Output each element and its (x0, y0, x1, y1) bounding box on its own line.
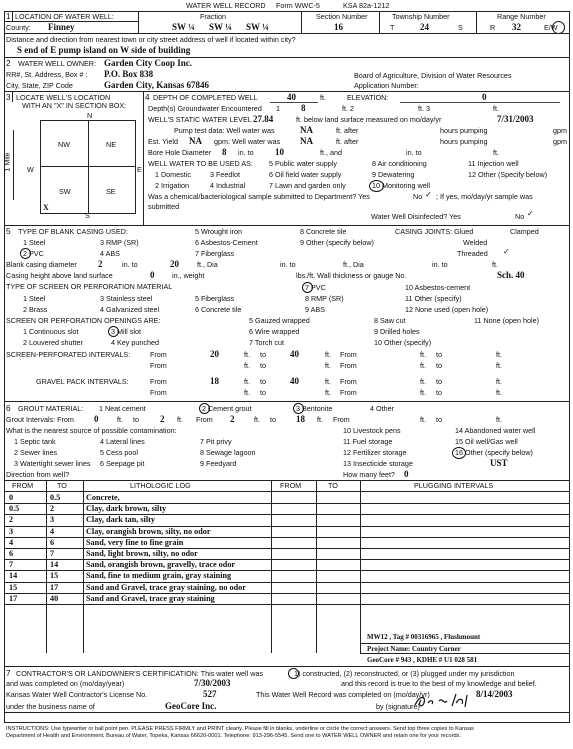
contam-other-circle (452, 447, 466, 459)
fraction-label: Fraction (200, 12, 226, 21)
lith-description-cell[interactable]: Concrete, (86, 493, 120, 502)
range-value[interactable]: 32 (512, 22, 521, 32)
address-label: RR#, St. Address, Box # : (6, 70, 88, 79)
table-row (9, 560, 271, 570)
se-quadrant: SE (106, 187, 116, 196)
spi-1-from[interactable]: 20 (210, 349, 219, 359)
depth-value[interactable]: 40 (287, 92, 296, 102)
board-label: Board of Agriculture, Division of Water Resources (354, 71, 512, 80)
lith-to-cell[interactable]: 17 (50, 582, 59, 592)
water-well-record-form: WATER WELL RECORD Form WWC-5 KSA 82a-1212 1 LOCATION OF WATER WELL: County: Finney Fraction SW ¼ SW ¼ SW ¼ Section Number 16 Township Number T 24 S Range Number R 32 E/W Distance and direction from nearest town or city street address of well if located within city? S end of E pump island on W side of building 2 WATER WELL OWNER: Garden City Coop Inc. RR#, St. Address, Box # : P.O. Box 838 City, State, ZIP Code Garden City, Kansas 67846 Board of Agriculture, Division of Water Resources Application Number: 3 LOCATE WELL'S LOCATION WITH AN "X" IN SECTION BOX: N W E S 1 Mile NW NE SW SE X 4 DEPTH OF COMPLETED WELL 40 ft. ELEVATION: 0 Depth(s) Groundwater Encountered 1 8 ft. 2 ft. 3 ft. WELL'S STATIC WATER LEVEL 27.84 ft. below land surface measured on mo/day/yr 7/31/2003 Pump test data: Well water was NA ft. after hours pumping gpm Est. Yield NA gpm: Well water was NA ft. after hours pumping gpm Bore Hole Diameter 8 in. to 10 ft., and in. to ft. WELL WATER TO BE USED AS: 5 Public water supply 8 Air conditioning 11 Injection well 1 Domestic 3 Feedlot 6 Oil field water supply 9 Dewatering 12 Other (Specify below) 2 Irrigation 4 Industrial 7 Lawn and garden only 10 Monitoring well Was a chemical/bacteriological sample submitted to Department? Yes No ✓ ; If yes, mo/day/yr sample was submitted Water Well Disinfected? Yes No ✓ 5 TYPE OF BLANK CASING USED: 1 Steel 2 PVC 3 RMP (SR) 4 ABS 5 Wrought iron 6 Asbestos-Cement 7 Fiberglass 8 Concrete tile 9 Other (specify below) CASING JOINTS: Glued Clamped Welded Threaded ✓ Blank casing diameter 2 in. to 20 ft., Dia in. to ft., Dia in. to ft. Casing height above land surface 0 in., weight lbs./ft. Wall thickness or gauge No. Sch. 40 TYPE OF SCREEN OR PERFORATION MATERIAL 1 Steel 2 Brass 3 Stainless steel 4 Galvanized steel 5 Fiberglass 6 Concrete tile 7 PVC 8 RMP (SR) 9 ABS 10 Asbestos-cement 11 Other (specify) 12 None used (open hole) SCREEN OR PERFORATION OPENINGS ARE: 1 Continuous slot 2 Louvered shutter 3 Mill slot 4 Key punched 5 Gauzed wrapped 6 Wire wrapped 7 Torch cut 8 Saw cut 9 Drilled holes 10 Other (specify) 11 None (open hole) SCREEN-PERFORATED INTERVALS: From 20 ft. to 40 ft. From ft. to ft. From ft. to ft. From ft. to ft. GRAVEL PACK INTERVALS: From 18 ft. to 40 ft. From ft. to ft. From ft. to ft. From ft. to ft. 6 GROUT MATERIAL: 1 Neat cement 2 Cement grout 3 Bentonite 4 Other Grout Intervals: From 0 ft. to 2 ft. From 2 ft. to 18 ft. From ft. to ft. What is the nearest source of possible contamination: 1 Septic tank 2 Sewer lines 3 Watertight sewer lines 4 Lateral lines 5 Cess pool 6 Seepage pit 7 Pit privy 8 Sewage lagoon 9 Feedyard 10 Livestock pens 11 Fuel storage 12 Fertilizer storage 13 Insecticide storage 14 Abandoned water well 15 Oil well/Gas well 16 Other (specify below) UST Direction from well? How many feet? 0 FROM TO LITHOLOGIC LOG FROM TO PLUGGING INTERVALS 0 0.5 Concrete, 0.5 2 Clay, dark brown, silty 2 3 Clay, dark tan, silty 3 4 Clay, orangish brown, silty, no odor 4 6 Sand, very fine to fine grain 6 7 Sand, light brown, silty, no odor 7 14 Sand, orangish brown, gravelly, trace odor 14 15 Sand, fine to medium grain, gray staining 15 17 Sand and Gravel, trace gray staining, no odor 17 40 Sand and Gravel, trace gray staining MW12 , Tag # 00316965 , Flushmount Project Name: Country Corner GeoCore # 943 , KDHE # U1 028 581 7 CONTRACTOR'S OR LANDOWNER'S CERTIFICATION: This water well was 1) constructed, (2) reconstructed, or (3) plugged under my jurisdiction and was completed on (mo/day/year) 7/30/2003 and this record is true to the best of my knowledge and belief. Kansas Water Well Contractor's License No. 527 This Water Well Record was completed on (mo/day/yr) 8/14/2003 under the business name of GeoCore Inc. by (signature) INSTRUCTIONS: Use typewriter or ball point pen. PLEASE PRESS FIRMLY and PRINT clearly. Please fill in blanks, underline or circle the correct answers. Send top three copies to Kansas Department of Health and Environment, Bureau of Water, Topeka, Kansas 66620-0001. Telephone: 913-296-5545. Send one to WATER WELL OWNER and retain one for your records. (0, 0, 573, 749)
lith-from-cell[interactable]: 2 (9, 515, 14, 525)
note-project: Project Name: Country Corner (367, 645, 461, 653)
use-lawn[interactable]: 7 Lawn and garden only (269, 181, 346, 190)
casing-pvc-circle (20, 248, 31, 259)
pump-test-label: Pump test data: Well water was (174, 126, 275, 135)
gp-1-from[interactable]: 18 (210, 376, 219, 386)
grout-bentonite[interactable]: 3 Bentonite (296, 404, 333, 413)
static-label: WELL'S STATIC WATER LEVEL (148, 115, 252, 124)
township-s: S (458, 23, 463, 32)
threaded-check: ✓ (503, 247, 510, 256)
certification-label: CONTRACTOR'S OR LANDOWNER'S CERTIFICATION: This water well was (16, 669, 264, 678)
contamination-label: What is the nearest source of possible contamination: (6, 426, 177, 435)
gi-2-to[interactable]: 18 (296, 414, 305, 424)
lith-to-cell[interactable]: 40 (50, 593, 59, 603)
est-yield-label: Est. Yield (148, 137, 178, 146)
screen-pvc[interactable]: 7 PVC (305, 283, 326, 292)
signature[interactable] (412, 691, 478, 711)
lith-description-cell[interactable]: Sand, orangish brown, gravelly, trace odor (86, 560, 236, 570)
table-row (9, 583, 271, 593)
section-7-number: 7 (6, 669, 11, 678)
lith-description-cell[interactable]: Sand and Gravel, trace gray staining, no odor (86, 582, 246, 592)
use-dewatering[interactable]: 9 Dewatering (372, 170, 415, 179)
use-domestic[interactable]: 1 Domestic (155, 170, 191, 179)
locate-label: LOCATE WELL'S LOCATION (16, 93, 111, 102)
fraction-1[interactable]: SW ¼ (172, 22, 195, 32)
use-monitoring[interactable]: 10 Monitoring well (372, 181, 430, 190)
lith-from-cell[interactable]: 15 (9, 582, 18, 592)
use-other[interactable]: 12 Other (Specify below) (468, 170, 548, 179)
spi-1-to[interactable]: 40 (290, 349, 299, 359)
lith-from-cell[interactable]: 3 (9, 526, 14, 536)
constructed-circle (288, 668, 299, 679)
gi-1-to[interactable]: 2 (160, 414, 165, 424)
fraction-3[interactable]: SW ¼ (246, 22, 269, 32)
grout-cement-circle (199, 403, 210, 414)
groundwater-1[interactable]: 8 (301, 103, 306, 113)
disinfected-label: Water Well Disinfected? Yes (371, 212, 461, 221)
openings-label: SCREEN OR PERFORATION OPENINGS ARE: (6, 316, 161, 325)
section-3-number: 3 (6, 93, 11, 102)
owner-label: WATER WELL OWNER: (18, 59, 96, 68)
lith-to-cell[interactable]: 7 (50, 549, 55, 558)
chem-no-check: ✓ (425, 190, 432, 199)
form-title: WATER WELL RECORD (186, 1, 266, 10)
city-value[interactable]: Garden City, Kansas 67846 (104, 80, 210, 90)
lith-to-header: TO (57, 481, 67, 490)
wall-thickness-value[interactable]: Sch. 40 (497, 270, 525, 280)
lith-to-cell[interactable]: 15 (50, 571, 59, 581)
section-1-number: 1 (6, 12, 11, 21)
application-number-label: Application Number: (354, 81, 419, 90)
lith-from-cell[interactable]: 0.5 (9, 504, 20, 514)
gi-2-from[interactable]: 2 (230, 414, 235, 424)
threaded-label[interactable]: Threaded (457, 249, 488, 258)
howmany-label: How many feet? (343, 470, 395, 479)
pump-test-value[interactable]: NA (300, 125, 313, 135)
static-value[interactable]: 27.84 (253, 114, 274, 124)
blank-dia-label: Blank casing diameter (6, 260, 77, 269)
table-row (9, 571, 271, 581)
lith-to-cell[interactable]: 4 (50, 526, 55, 536)
license-value[interactable]: 527 (203, 689, 217, 699)
business-value[interactable]: GeoCore Inc. (165, 701, 217, 711)
openings-mill-slot[interactable]: 3 Mill slot (111, 327, 141, 336)
lith-description-cell[interactable]: Clay, dark tan, silty (86, 515, 155, 525)
elevation-label: ELEVATION: (347, 93, 389, 102)
ksa-number: KSA 82a-1212 (343, 1, 390, 10)
plug-to-header: TO (328, 481, 338, 490)
est-yield-value[interactable]: NA (189, 136, 202, 146)
monitoring-circle (369, 180, 384, 192)
table-row (9, 549, 271, 559)
record-date[interactable]: 8/14/2003 (476, 689, 513, 699)
lith-from-cell[interactable]: 6 (9, 549, 14, 558)
lith-to-cell[interactable]: 14 (50, 560, 59, 570)
lith-description-cell[interactable]: Sand and Gravel, trace gray staining (86, 593, 215, 603)
range-label: Range Number (497, 12, 546, 21)
location-label: LOCATION OF WATER WELL: (15, 12, 114, 21)
howmany-value[interactable]: 0 (404, 469, 409, 479)
lith-from-cell[interactable]: 14 (9, 571, 18, 581)
distance-label: Distance and direction from nearest town or city street address of well if located within city? (6, 35, 296, 44)
casing-label: TYPE OF BLANK CASING USED: (18, 227, 128, 236)
business-label: under the business name of (6, 702, 95, 711)
table-row (9, 527, 271, 537)
city-label: City, State, ZIP Code (6, 81, 73, 90)
county-value[interactable]: Finney (48, 22, 75, 32)
section-6-number: 6 (6, 404, 11, 413)
bore-label: Bore Hole Diameter (148, 148, 212, 157)
lith-description-cell[interactable]: Sand, light brown, silty, no odor (86, 549, 198, 558)
lith-from-cell[interactable]: 17 (9, 593, 18, 603)
mile-label: 1 Mile (2, 152, 12, 172)
lith-to-cell[interactable]: 6 (50, 537, 55, 547)
section-number-value[interactable]: 16 (334, 22, 343, 32)
blank-dia-value[interactable]: 2 (98, 259, 103, 269)
disinfected-no-check: ✓ (527, 209, 534, 218)
plugging-header: PLUGGING INTERVALS (414, 481, 494, 490)
lith-to-cell[interactable]: 0.5 (50, 493, 61, 502)
screen-pvc-circle (302, 282, 313, 293)
table-row (9, 504, 271, 514)
township-label: Township Number (392, 12, 450, 21)
license-label: Kansas Water Well Contractor's License No. (6, 690, 148, 699)
plug-from-header: FROM (280, 481, 302, 490)
depth-ft: ft. (320, 93, 326, 102)
completed-date[interactable]: 7/30/2003 (194, 678, 231, 688)
note-mw12: MW12 , Tag # 00316965 , Flushmount (367, 633, 481, 641)
address-value[interactable]: P.O. Box 838 (104, 69, 154, 79)
grout-intervals-label: Grout Intervals: From (6, 415, 74, 424)
note-geocore: GeoCore # 943 , KDHE # U1 028 581 (367, 656, 478, 664)
lith-description-cell[interactable]: Sand, fine to medium grain, gray staining (86, 571, 232, 581)
lith-from-cell[interactable]: 4 (9, 537, 14, 547)
lith-from-cell[interactable]: 0 (9, 493, 14, 502)
south-label: S (85, 211, 90, 220)
instructions-line-2: Department of Health and Environment, Bureau of Water, Topeka, Kansas 66620-0001. Telephone: 913-296-5545. Send one to WATER WELL OWNER and retain one for your records. (6, 733, 461, 739)
section-2-number: 2 (6, 59, 11, 68)
section-number-label: Section Number (316, 12, 368, 21)
form-number: Form WWC-5 (276, 1, 320, 10)
gi-1-from[interactable]: 0 (94, 414, 99, 424)
township-t: T (390, 23, 395, 32)
mill-slot-circle (108, 326, 119, 337)
gp-1-to[interactable]: 40 (290, 376, 299, 386)
contam-other-value[interactable]: UST (490, 458, 508, 468)
county-label: County: (6, 23, 31, 32)
bore-to-value[interactable]: 10 (275, 147, 284, 157)
grout-cement[interactable]: 2 Cement grout (202, 404, 252, 413)
casing-pvc[interactable]: 2 PVC (23, 249, 44, 258)
lith-description-cell[interactable]: Clay, orangish brown, silty, no odor (86, 526, 211, 536)
lith-description-cell[interactable]: Sand, very fine to fine grain (86, 537, 184, 547)
blank-to-value[interactable]: 20 (170, 259, 179, 269)
lith-log-header: LITHOLOGIC LOG (130, 481, 191, 490)
static-date[interactable]: 7/31/2003 (497, 114, 534, 124)
nw-quadrant: NW (58, 140, 70, 149)
direction-label: Direction from well? (6, 470, 70, 479)
lith-from-cell[interactable]: 7 (9, 560, 14, 570)
table-row (9, 493, 271, 503)
bore-value[interactable]: 8 (222, 147, 227, 157)
joints-label: CASING JOINTS: Glued (395, 227, 474, 236)
lith-to-cell[interactable]: 3 (50, 515, 55, 525)
table-row (9, 538, 271, 548)
locate-label-2: WITH AN "X" IN SECTION BOX: (22, 101, 127, 110)
use-label: WELL WATER TO BE USED AS: (148, 159, 253, 168)
range-ew: E/W (544, 23, 558, 32)
table-row (9, 515, 271, 525)
chem-label: Was a chemical/bacteriological sample submitted to Department? Yes (148, 192, 370, 201)
ne-quadrant: NE (106, 140, 116, 149)
fraction-2[interactable]: SW ¼ (209, 22, 232, 32)
est-yield-value-2[interactable]: NA (300, 136, 313, 146)
east-label: E (137, 165, 142, 174)
spi-label: SCREEN-PERFORATED INTERVALS: (6, 350, 131, 359)
township-value[interactable]: 24 (420, 22, 429, 32)
contam-other[interactable]: 16 Other (specify below) (455, 448, 533, 457)
distance-value[interactable]: S end of E pump island on W side of building (17, 45, 191, 55)
screen-material-label: TYPE OF SCREEN OR PERFORATION MATERIAL (6, 282, 173, 291)
lith-description-cell[interactable]: Clay, dark brown, silty (86, 504, 167, 514)
well-location-mark: X (43, 203, 49, 212)
depth-label: DEPTH OF COMPLETED WELL (153, 93, 258, 102)
height-value[interactable]: 0 (150, 270, 155, 280)
owner-value[interactable]: Garden City Coop Inc. (104, 58, 193, 68)
elevation-value[interactable]: 0 (482, 92, 487, 102)
grout-label: GROUT MATERIAL: (18, 404, 84, 413)
instructions-line-1: INSTRUCTIONS: Use typewriter or ball point pen. PLEASE PRESS FIRMLY and PRINT clearly. Please fill in blanks, underline or circle the correct answers. Send top three copies to Kansas (6, 726, 474, 732)
signature-label: by (signature) (376, 702, 420, 711)
lith-from-header: FROM (12, 481, 34, 490)
use-industrial[interactable]: 4 Industrial (210, 181, 246, 190)
section-5-number: 5 (6, 227, 11, 236)
section-4-number: 4 (145, 93, 150, 102)
table-row (9, 594, 271, 604)
height-label: Casing height above land surface (6, 271, 113, 280)
use-irrigation[interactable]: 2 Irrigation (155, 181, 189, 190)
use-feedlot[interactable]: 3 Feedlot (210, 170, 240, 179)
grout-bentonite-circle (293, 403, 304, 414)
range-r: R (490, 23, 496, 32)
use-oil-field[interactable]: 6 Oil field water supply (269, 170, 342, 179)
groundwater-label: Depth(s) Groundwater Encountered (148, 104, 262, 113)
completed-label: and was completed on (mo/day/year) (6, 679, 125, 688)
north-label: N (87, 111, 93, 120)
west-label: W (27, 165, 34, 174)
gravel-pack-label: GRAVEL PACK INTERVALS: (36, 377, 129, 386)
lith-to-cell[interactable]: 2 (50, 504, 55, 514)
sw-quadrant: SW (59, 187, 71, 196)
